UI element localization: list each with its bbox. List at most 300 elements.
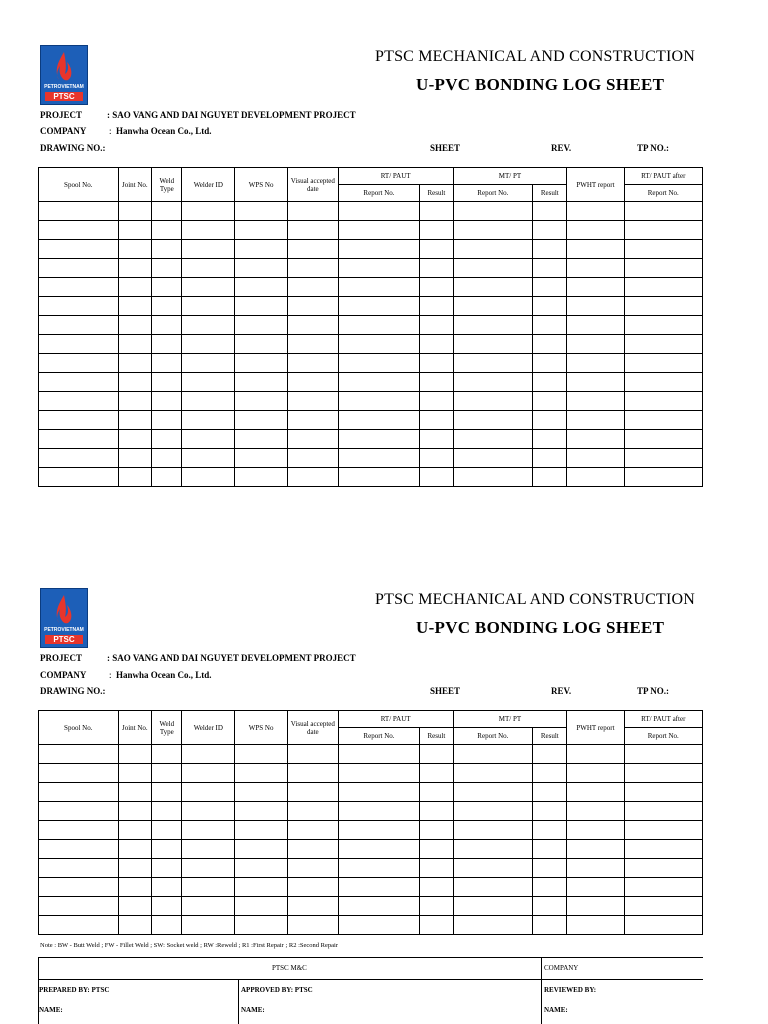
table-cell[interactable] <box>453 354 533 373</box>
table-cell[interactable] <box>287 745 338 764</box>
table-cell[interactable] <box>152 278 182 297</box>
table-cell[interactable] <box>235 840 288 859</box>
table-cell[interactable] <box>338 840 420 859</box>
table-cell[interactable] <box>118 392 152 411</box>
table-cell[interactable] <box>420 392 453 411</box>
table-cell[interactable] <box>39 335 119 354</box>
table-cell[interactable] <box>182 278 235 297</box>
table-cell[interactable] <box>338 859 420 878</box>
table-cell[interactable] <box>39 411 119 430</box>
table-cell[interactable] <box>287 316 338 335</box>
table-cell[interactable] <box>39 278 119 297</box>
table-cell[interactable] <box>287 764 338 783</box>
table-cell[interactable] <box>182 821 235 840</box>
table-cell[interactable] <box>287 259 338 278</box>
table-cell[interactable] <box>182 297 235 316</box>
table-cell[interactable] <box>118 278 152 297</box>
table-cell[interactable] <box>235 430 288 449</box>
table-cell[interactable] <box>235 859 288 878</box>
table-cell[interactable] <box>624 221 702 240</box>
table-cell[interactable] <box>338 202 420 221</box>
table-cell[interactable] <box>287 430 338 449</box>
table-cell[interactable] <box>420 373 453 392</box>
table-cell[interactable] <box>453 240 533 259</box>
table-cell[interactable] <box>152 259 182 278</box>
table-cell[interactable] <box>567 430 624 449</box>
table-cell[interactable] <box>453 745 533 764</box>
table-cell[interactable] <box>533 916 567 935</box>
table-cell[interactable] <box>453 430 533 449</box>
table-cell[interactable] <box>533 802 567 821</box>
table-cell[interactable] <box>235 916 288 935</box>
table-cell[interactable] <box>567 278 624 297</box>
table-cell[interactable] <box>624 278 702 297</box>
table-cell[interactable] <box>182 449 235 468</box>
table-cell[interactable] <box>338 392 420 411</box>
table-cell[interactable] <box>533 373 567 392</box>
table-cell[interactable] <box>624 745 702 764</box>
table-cell[interactable] <box>182 802 235 821</box>
table-cell[interactable] <box>235 392 288 411</box>
table-cell[interactable] <box>420 840 453 859</box>
table-cell[interactable] <box>420 468 453 487</box>
table-cell[interactable] <box>235 373 288 392</box>
table-cell[interactable] <box>338 916 420 935</box>
table-cell[interactable] <box>235 802 288 821</box>
table-cell[interactable] <box>624 764 702 783</box>
table-cell[interactable] <box>533 259 567 278</box>
table-cell[interactable] <box>152 821 182 840</box>
table-cell[interactable] <box>533 316 567 335</box>
table-cell[interactable] <box>624 859 702 878</box>
table-cell[interactable] <box>118 745 152 764</box>
table-cell[interactable] <box>338 335 420 354</box>
table-cell[interactable] <box>182 335 235 354</box>
table-cell[interactable] <box>338 802 420 821</box>
table-cell[interactable] <box>567 859 624 878</box>
table-cell[interactable] <box>118 821 152 840</box>
table-cell[interactable] <box>235 259 288 278</box>
table-cell[interactable] <box>624 430 702 449</box>
table-cell[interactable] <box>624 821 702 840</box>
table-cell[interactable] <box>567 783 624 802</box>
table-cell[interactable] <box>152 297 182 316</box>
table-cell[interactable] <box>182 202 235 221</box>
table-cell[interactable] <box>567 840 624 859</box>
table-cell[interactable] <box>152 240 182 259</box>
table-cell[interactable] <box>338 468 420 487</box>
table-cell[interactable] <box>338 745 420 764</box>
table-cell[interactable] <box>287 221 338 240</box>
table-cell[interactable] <box>567 221 624 240</box>
table-cell[interactable] <box>338 297 420 316</box>
table-cell[interactable] <box>287 278 338 297</box>
table-cell[interactable] <box>235 449 288 468</box>
table-cell[interactable] <box>453 840 533 859</box>
table-cell[interactable] <box>118 202 152 221</box>
table-cell[interactable] <box>338 411 420 430</box>
table-cell[interactable] <box>118 373 152 392</box>
table-cell[interactable] <box>39 430 119 449</box>
table-cell[interactable] <box>235 278 288 297</box>
table-cell[interactable] <box>624 240 702 259</box>
table-cell[interactable] <box>287 411 338 430</box>
table-cell[interactable] <box>287 468 338 487</box>
table-cell[interactable] <box>567 392 624 411</box>
table-cell[interactable] <box>453 802 533 821</box>
table-cell[interactable] <box>118 878 152 897</box>
table-cell[interactable] <box>567 202 624 221</box>
table-cell[interactable] <box>567 335 624 354</box>
table-cell[interactable] <box>338 259 420 278</box>
table-cell[interactable] <box>39 202 119 221</box>
table-cell[interactable] <box>453 468 533 487</box>
table-cell[interactable] <box>182 430 235 449</box>
table-cell[interactable] <box>118 221 152 240</box>
table-cell[interactable] <box>420 916 453 935</box>
table-cell[interactable] <box>287 840 338 859</box>
table-cell[interactable] <box>287 202 338 221</box>
table-cell[interactable] <box>420 764 453 783</box>
table-cell[interactable] <box>287 859 338 878</box>
table-cell[interactable] <box>118 802 152 821</box>
table-cell[interactable] <box>533 354 567 373</box>
table-cell[interactable] <box>624 897 702 916</box>
table-cell[interactable] <box>287 449 338 468</box>
table-cell[interactable] <box>287 240 338 259</box>
table-cell[interactable] <box>152 764 182 783</box>
table-cell[interactable] <box>39 354 119 373</box>
table-cell[interactable] <box>338 783 420 802</box>
table-cell[interactable] <box>118 449 152 468</box>
table-cell[interactable] <box>182 240 235 259</box>
table-cell[interactable] <box>39 821 119 840</box>
table-cell[interactable] <box>567 745 624 764</box>
table-cell[interactable] <box>453 259 533 278</box>
table-cell[interactable] <box>624 335 702 354</box>
table-cell[interactable] <box>39 240 119 259</box>
table-cell[interactable] <box>567 821 624 840</box>
table-cell[interactable] <box>624 316 702 335</box>
table-cell[interactable] <box>420 821 453 840</box>
table-cell[interactable] <box>624 916 702 935</box>
table-cell[interactable] <box>182 392 235 411</box>
table-cell[interactable] <box>453 859 533 878</box>
table-cell[interactable] <box>453 202 533 221</box>
table-cell[interactable] <box>152 392 182 411</box>
table-cell[interactable] <box>182 916 235 935</box>
table-cell[interactable] <box>420 783 453 802</box>
table-cell[interactable] <box>152 430 182 449</box>
table-cell[interactable] <box>420 745 453 764</box>
table-cell[interactable] <box>567 411 624 430</box>
table-cell[interactable] <box>533 897 567 916</box>
table-cell[interactable] <box>453 449 533 468</box>
table-cell[interactable] <box>287 335 338 354</box>
table-cell[interactable] <box>287 897 338 916</box>
table-cell[interactable] <box>152 745 182 764</box>
table-cell[interactable] <box>533 449 567 468</box>
table-cell[interactable] <box>533 297 567 316</box>
table-cell[interactable] <box>182 783 235 802</box>
table-cell[interactable] <box>338 373 420 392</box>
table-cell[interactable] <box>624 802 702 821</box>
table-cell[interactable] <box>39 745 119 764</box>
table-cell[interactable] <box>118 297 152 316</box>
table-cell[interactable] <box>39 297 119 316</box>
table-cell[interactable] <box>453 278 533 297</box>
table-cell[interactable] <box>533 392 567 411</box>
table-cell[interactable] <box>533 278 567 297</box>
table-cell[interactable] <box>152 783 182 802</box>
table-cell[interactable] <box>420 411 453 430</box>
table-cell[interactable] <box>624 392 702 411</box>
table-cell[interactable] <box>420 202 453 221</box>
table-cell[interactable] <box>287 373 338 392</box>
table-cell[interactable] <box>235 221 288 240</box>
table-cell[interactable] <box>152 411 182 430</box>
table-cell[interactable] <box>182 840 235 859</box>
table-cell[interactable] <box>152 468 182 487</box>
table-cell[interactable] <box>453 373 533 392</box>
table-cell[interactable] <box>152 335 182 354</box>
table-cell[interactable] <box>182 745 235 764</box>
table-cell[interactable] <box>533 221 567 240</box>
table-cell[interactable] <box>624 840 702 859</box>
table-cell[interactable] <box>624 878 702 897</box>
table-cell[interactable] <box>533 878 567 897</box>
table-cell[interactable] <box>39 783 119 802</box>
table-cell[interactable] <box>152 316 182 335</box>
table-cell[interactable] <box>624 373 702 392</box>
table-cell[interactable] <box>287 297 338 316</box>
table-cell[interactable] <box>420 316 453 335</box>
table-cell[interactable] <box>235 354 288 373</box>
table-cell[interactable] <box>567 297 624 316</box>
table-cell[interactable] <box>533 783 567 802</box>
table-cell[interactable] <box>235 745 288 764</box>
table-cell[interactable] <box>287 392 338 411</box>
table-cell[interactable] <box>567 468 624 487</box>
table-cell[interactable] <box>533 745 567 764</box>
table-cell[interactable] <box>420 802 453 821</box>
table-cell[interactable] <box>338 354 420 373</box>
table-cell[interactable] <box>624 783 702 802</box>
table-cell[interactable] <box>152 202 182 221</box>
table-cell[interactable] <box>533 430 567 449</box>
table-cell[interactable] <box>182 764 235 783</box>
table-cell[interactable] <box>567 878 624 897</box>
table-cell[interactable] <box>235 783 288 802</box>
table-cell[interactable] <box>533 468 567 487</box>
table-cell[interactable] <box>567 354 624 373</box>
table-cell[interactable] <box>624 411 702 430</box>
table-cell[interactable] <box>287 802 338 821</box>
table-cell[interactable] <box>567 897 624 916</box>
table-cell[interactable] <box>338 764 420 783</box>
table-cell[interactable] <box>533 411 567 430</box>
table-cell[interactable] <box>118 259 152 278</box>
table-cell[interactable] <box>624 449 702 468</box>
table-cell[interactable] <box>453 916 533 935</box>
table-cell[interactable] <box>39 468 119 487</box>
table-cell[interactable] <box>453 221 533 240</box>
table-cell[interactable] <box>118 316 152 335</box>
table-cell[interactable] <box>39 802 119 821</box>
table-cell[interactable] <box>182 221 235 240</box>
table-cell[interactable] <box>453 897 533 916</box>
table-cell[interactable] <box>235 411 288 430</box>
table-cell[interactable] <box>453 392 533 411</box>
table-cell[interactable] <box>533 821 567 840</box>
table-cell[interactable] <box>152 916 182 935</box>
table-cell[interactable] <box>287 783 338 802</box>
table-cell[interactable] <box>338 821 420 840</box>
table-cell[interactable] <box>182 878 235 897</box>
table-cell[interactable] <box>420 897 453 916</box>
table-cell[interactable] <box>624 468 702 487</box>
table-cell[interactable] <box>235 897 288 916</box>
table-cell[interactable] <box>118 897 152 916</box>
table-cell[interactable] <box>567 916 624 935</box>
table-cell[interactable] <box>152 221 182 240</box>
table-cell[interactable] <box>235 468 288 487</box>
table-cell[interactable] <box>287 354 338 373</box>
table-cell[interactable] <box>338 221 420 240</box>
table-cell[interactable] <box>453 411 533 430</box>
table-cell[interactable] <box>235 335 288 354</box>
table-cell[interactable] <box>118 240 152 259</box>
table-cell[interactable] <box>453 764 533 783</box>
table-cell[interactable] <box>287 821 338 840</box>
table-cell[interactable] <box>182 897 235 916</box>
table-cell[interactable] <box>182 411 235 430</box>
table-cell[interactable] <box>624 354 702 373</box>
table-cell[interactable] <box>118 783 152 802</box>
table-cell[interactable] <box>567 316 624 335</box>
table-cell[interactable] <box>182 259 235 278</box>
table-cell[interactable] <box>182 316 235 335</box>
table-cell[interactable] <box>287 878 338 897</box>
table-cell[interactable] <box>152 373 182 392</box>
table-cell[interactable] <box>118 859 152 878</box>
table-cell[interactable] <box>235 297 288 316</box>
table-cell[interactable] <box>420 240 453 259</box>
table-cell[interactable] <box>235 202 288 221</box>
table-cell[interactable] <box>567 373 624 392</box>
table-cell[interactable] <box>567 449 624 468</box>
table-cell[interactable] <box>118 764 152 783</box>
table-cell[interactable] <box>567 259 624 278</box>
table-cell[interactable] <box>152 859 182 878</box>
table-cell[interactable] <box>182 468 235 487</box>
table-cell[interactable] <box>420 259 453 278</box>
table-cell[interactable] <box>39 878 119 897</box>
table-cell[interactable] <box>235 821 288 840</box>
table-cell[interactable] <box>533 335 567 354</box>
table-cell[interactable] <box>533 859 567 878</box>
table-cell[interactable] <box>338 897 420 916</box>
table-cell[interactable] <box>152 878 182 897</box>
table-cell[interactable] <box>39 859 119 878</box>
table-cell[interactable] <box>152 897 182 916</box>
table-cell[interactable] <box>39 897 119 916</box>
table-cell[interactable] <box>420 878 453 897</box>
table-cell[interactable] <box>533 202 567 221</box>
table-cell[interactable] <box>39 840 119 859</box>
table-cell[interactable] <box>39 764 119 783</box>
table-cell[interactable] <box>118 335 152 354</box>
table-cell[interactable] <box>39 392 119 411</box>
table-cell[interactable] <box>118 411 152 430</box>
table-cell[interactable] <box>39 221 119 240</box>
table-cell[interactable] <box>338 278 420 297</box>
table-cell[interactable] <box>152 802 182 821</box>
table-cell[interactable] <box>39 916 119 935</box>
table-cell[interactable] <box>118 840 152 859</box>
table-cell[interactable] <box>235 316 288 335</box>
table-cell[interactable] <box>287 916 338 935</box>
table-cell[interactable] <box>533 240 567 259</box>
table-cell[interactable] <box>118 468 152 487</box>
table-cell[interactable] <box>152 449 182 468</box>
table-cell[interactable] <box>453 297 533 316</box>
table-cell[interactable] <box>420 430 453 449</box>
table-cell[interactable] <box>624 259 702 278</box>
table-cell[interactable] <box>235 764 288 783</box>
table-cell[interactable] <box>182 373 235 392</box>
table-cell[interactable] <box>338 240 420 259</box>
table-cell[interactable] <box>567 802 624 821</box>
table-cell[interactable] <box>567 240 624 259</box>
table-cell[interactable] <box>235 878 288 897</box>
table-cell[interactable] <box>420 859 453 878</box>
table-cell[interactable] <box>338 449 420 468</box>
table-cell[interactable] <box>453 335 533 354</box>
table-cell[interactable] <box>39 316 119 335</box>
table-cell[interactable] <box>420 335 453 354</box>
table-cell[interactable] <box>533 764 567 783</box>
table-cell[interactable] <box>118 354 152 373</box>
table-cell[interactable] <box>420 449 453 468</box>
table-cell[interactable] <box>182 354 235 373</box>
table-cell[interactable] <box>624 202 702 221</box>
table-cell[interactable] <box>338 430 420 449</box>
table-cell[interactable] <box>152 354 182 373</box>
table-cell[interactable] <box>420 297 453 316</box>
table-cell[interactable] <box>39 449 119 468</box>
table-cell[interactable] <box>420 221 453 240</box>
table-cell[interactable] <box>453 316 533 335</box>
table-cell[interactable] <box>338 316 420 335</box>
table-cell[interactable] <box>420 278 453 297</box>
table-cell[interactable] <box>624 297 702 316</box>
table-cell[interactable] <box>453 878 533 897</box>
table-cell[interactable] <box>453 821 533 840</box>
table-cell[interactable] <box>338 878 420 897</box>
table-cell[interactable] <box>453 783 533 802</box>
table-cell[interactable] <box>182 859 235 878</box>
table-cell[interactable] <box>118 916 152 935</box>
table-cell[interactable] <box>39 373 119 392</box>
table-cell[interactable] <box>235 240 288 259</box>
table-cell[interactable] <box>567 764 624 783</box>
table-cell[interactable] <box>152 840 182 859</box>
table-cell[interactable] <box>39 259 119 278</box>
table-cell[interactable] <box>420 354 453 373</box>
table-cell[interactable] <box>533 840 567 859</box>
table-cell[interactable] <box>118 430 152 449</box>
